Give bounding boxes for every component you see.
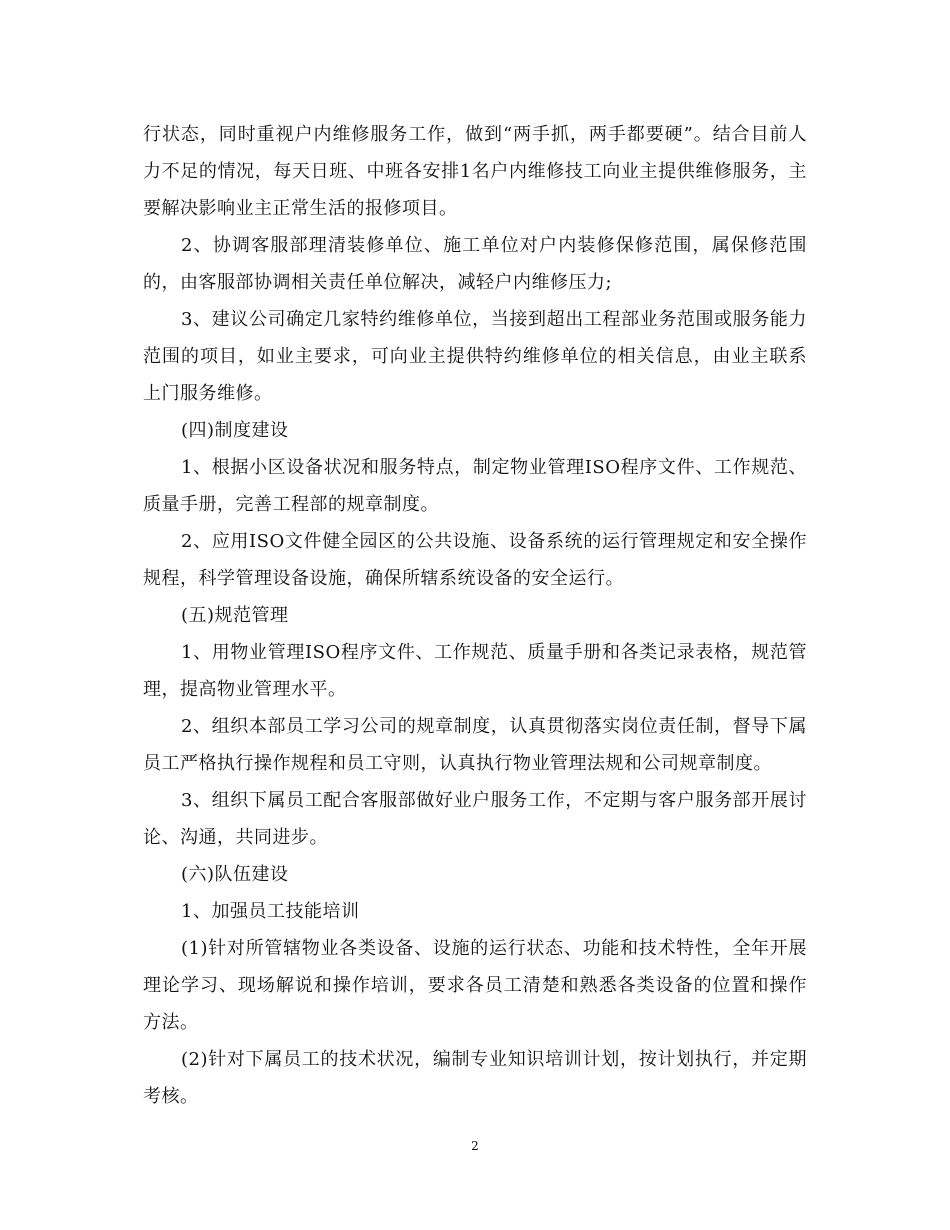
paragraph: (2)针对下属员工的技术状况，编制专业知识培训计划，按计划执行，并定期考核。 (143, 1049, 807, 1107)
subsection-heading: 1、加强员工技能培训 (181, 901, 360, 922)
paragraph-continued: 行状态，同时重视户内维修服务工作，做到“两手抓，两手都要硬”。结合目前人力不足的情况，每天日班、中班各安排1名户内维修技工向业主提供维修服务，主要解决影响业主正常生活的报修项目。 (143, 124, 807, 219)
paragraph: 2、应用ISO文件健全园区的公共设施、设备系统的运行管理规定和安全操作规程，科学管理设备设施，确保所辖系统设备的安全运行。 (143, 531, 807, 589)
paragraph: 2、协调客服部理清装修单位、施工单位对户内装修保修范围，属保修范围的，由客服部协调相关责任单位解决，减轻户内维修压力; (143, 235, 807, 293)
page-number: 2 (471, 1139, 479, 1153)
paragraph: 1、用物业管理ISO程序文件、工作规范、质量手册和各类记录表格，规范管理，提高物业管理水平。 (143, 642, 807, 700)
section-heading: (六)队伍建设 (181, 864, 289, 885)
paragraph: (1)针对所管辖物业各类设备、设施的运行状态、功能和技术特性，全年开展理论学习、现场解说和操作培训，要求各员工清楚和熟悉各类设备的位置和操作方法。 (143, 938, 807, 1033)
paragraph: 2、组织本部员工学习公司的规章制度，认真贯彻落实岗位责任制，督导下属员工严格执行操作规程和员工守则，认真执行物业管理法规和公司规章制度。 (143, 716, 807, 774)
section-heading: (五)规范管理 (181, 605, 289, 626)
section-heading: (四)制度建设 (181, 420, 289, 441)
body-text (143, 116, 807, 1115)
paragraph: 3、组织下属员工配合客服部做好业户服务工作，不定期与客户服务部开展讨论、沟通，共同进步。 (143, 790, 807, 848)
paragraph: 1、根据小区设备状况和服务特点，制定物业管理ISO程序文件、工作规范、质量手册，完善工程部的规章制度。 (143, 457, 807, 515)
paragraph: 3、建议公司确定几家特约维修单位，当接到超出工程部业务范围或服务能力范围的项目，如业主要求，可向业主提供特约维修单位的相关信息，由业主联系上门服务维修。 (143, 309, 807, 404)
